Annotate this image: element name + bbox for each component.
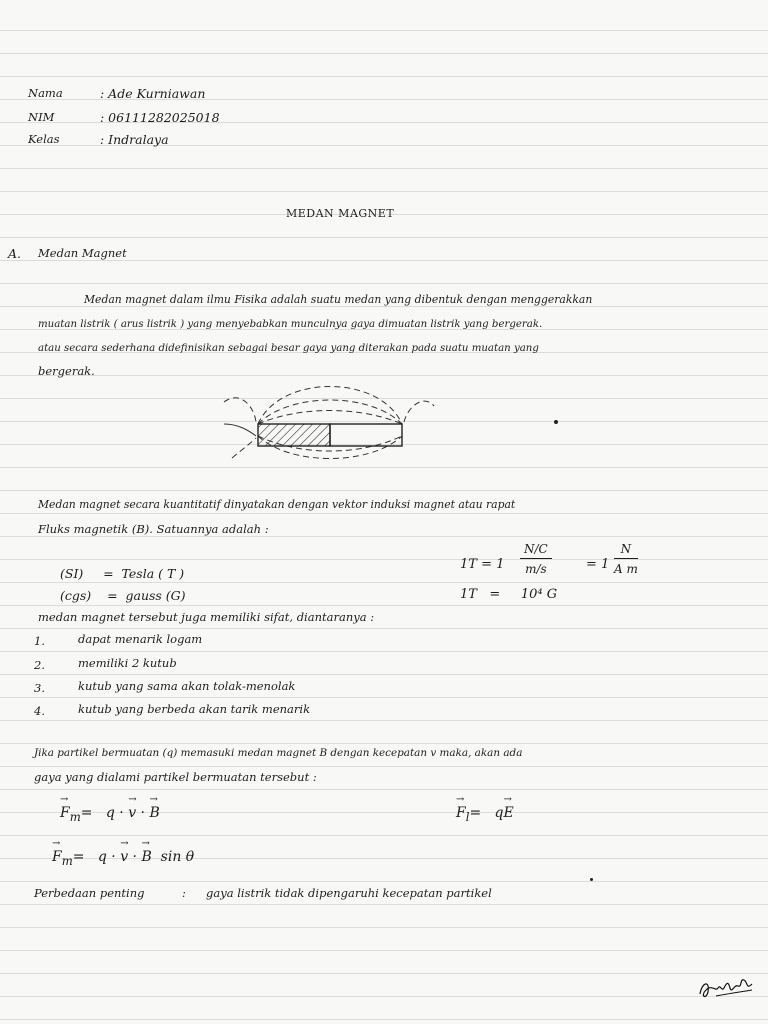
lorentz-force-sin-formula bbox=[52, 850, 194, 867]
class-label: Kelas bbox=[28, 132, 60, 146]
property-text-3: kutub yang sama akan tolak-menolak bbox=[78, 679, 296, 693]
name-value: : Ade Kurniawan bbox=[100, 86, 206, 101]
property-text-4: kutub yang berbeda akan tarik menarik bbox=[78, 702, 311, 716]
property-number-4: 4. bbox=[34, 704, 45, 718]
north-pole bbox=[258, 424, 330, 446]
electric-force-vector: → F bbox=[456, 806, 466, 820]
ink-dot bbox=[554, 420, 558, 424]
intro-line-2: muatan listrik ( arus listrik ) yang menyebabkan munculnya gaya dimuatan listrik yang bergerak. bbox=[38, 319, 543, 330]
tesla-equation-lhs: 1T = 1 bbox=[460, 557, 505, 572]
quant-line-1: Medan magnet secara kuantitatif dinyatakan dengan vektor induksi magnet atau rapat bbox=[38, 498, 516, 511]
electric-force-subscript: l bbox=[465, 809, 470, 824]
intro-line-4: bergerak. bbox=[38, 364, 95, 378]
tesla-fraction-1-denominator: m/s bbox=[525, 562, 547, 576]
tesla-fraction-2 bbox=[614, 542, 638, 576]
force-subscript: m bbox=[69, 809, 81, 824]
property-text-1: dapat menarik logam bbox=[78, 632, 203, 646]
tesla-equation-mid: = 1 bbox=[586, 557, 610, 572]
page-title: MEDAN MAGNET bbox=[286, 207, 395, 220]
formula-equals-q-2: = q · bbox=[72, 849, 121, 865]
difference-label: Perbedaan penting bbox=[34, 886, 145, 900]
tesla-gauss-equation: 1T = 10⁴ G bbox=[460, 587, 558, 602]
unit-cgs: (cgs) = gauss (G) bbox=[60, 588, 186, 603]
lorentz-force-formula bbox=[60, 806, 160, 823]
intro-line-3: atau secara sederhana didefinisikan sebagai besar gaya yang diterakan pada suatu muatan yang bbox=[38, 343, 539, 354]
property-number-1: 1. bbox=[34, 634, 45, 648]
force-vector-f: → F bbox=[60, 806, 70, 820]
force-subscript-2: m bbox=[61, 853, 73, 868]
intro-line-1: Medan magnet dalam ilmu Fisika adalah suatu medan yang dibentuk dengan menggerakkan bbox=[84, 293, 593, 306]
tesla-fraction-2-denominator: A m bbox=[614, 562, 638, 576]
south-pole bbox=[330, 424, 402, 446]
formula-dot-2: · bbox=[128, 849, 142, 865]
unit-si: (SI) = Tesla ( T ) bbox=[60, 566, 185, 581]
tesla-fraction-1 bbox=[520, 542, 552, 576]
velocity-vector-2: → v bbox=[120, 850, 128, 864]
section-marker: A. bbox=[8, 246, 22, 261]
signature bbox=[696, 972, 756, 1002]
section-heading: Medan Magnet bbox=[38, 246, 127, 260]
formula-equals-q: = q · bbox=[80, 805, 129, 821]
name-label: Nama bbox=[28, 86, 63, 100]
field-vector-b-2: → B bbox=[141, 850, 151, 864]
electric-field-vector: → E bbox=[504, 806, 514, 820]
quant-line-2: Fluks magnetik (B). Satuannya adalah : bbox=[38, 522, 269, 536]
tesla-fraction-1-numerator: N/C bbox=[520, 542, 552, 559]
electric-force-formula bbox=[456, 806, 514, 823]
nim-label: NIM bbox=[28, 110, 55, 124]
nim-value: : 06111282025018 bbox=[100, 110, 220, 125]
formula-dot: · bbox=[136, 805, 150, 821]
property-number-3: 3. bbox=[34, 681, 45, 695]
property-number-2: 2. bbox=[34, 658, 45, 672]
field-vector-b: → B bbox=[149, 806, 159, 820]
force-vector-f-2: → F bbox=[52, 850, 62, 864]
difference-colon: : bbox=[182, 886, 186, 900]
difference-text: gaya listrik tidak dipengaruhi kecepatan partikel bbox=[206, 886, 492, 900]
class-value: : Indralaya bbox=[100, 132, 169, 147]
properties-intro: medan magnet tersebut juga memiliki sifat, diantaranya : bbox=[38, 610, 375, 624]
particle-line-1: Jika partikel bermuatan (q) memasuki medan magnet B dengan kecepatan v maka, akan ada bbox=[34, 747, 523, 759]
tesla-fraction-2-numerator: N bbox=[614, 542, 638, 559]
sin-theta: sin θ bbox=[151, 849, 195, 865]
bar-magnet-field-drawing bbox=[220, 372, 440, 468]
particle-line-2: gaya yang dialami partikel bermuatan tersebut : bbox=[34, 770, 317, 784]
velocity-vector: → v bbox=[128, 806, 136, 820]
ink-dot-2 bbox=[590, 878, 593, 881]
property-text-2: memiliki 2 kutub bbox=[78, 656, 177, 670]
electric-formula-equals-q: = q bbox=[469, 805, 504, 821]
